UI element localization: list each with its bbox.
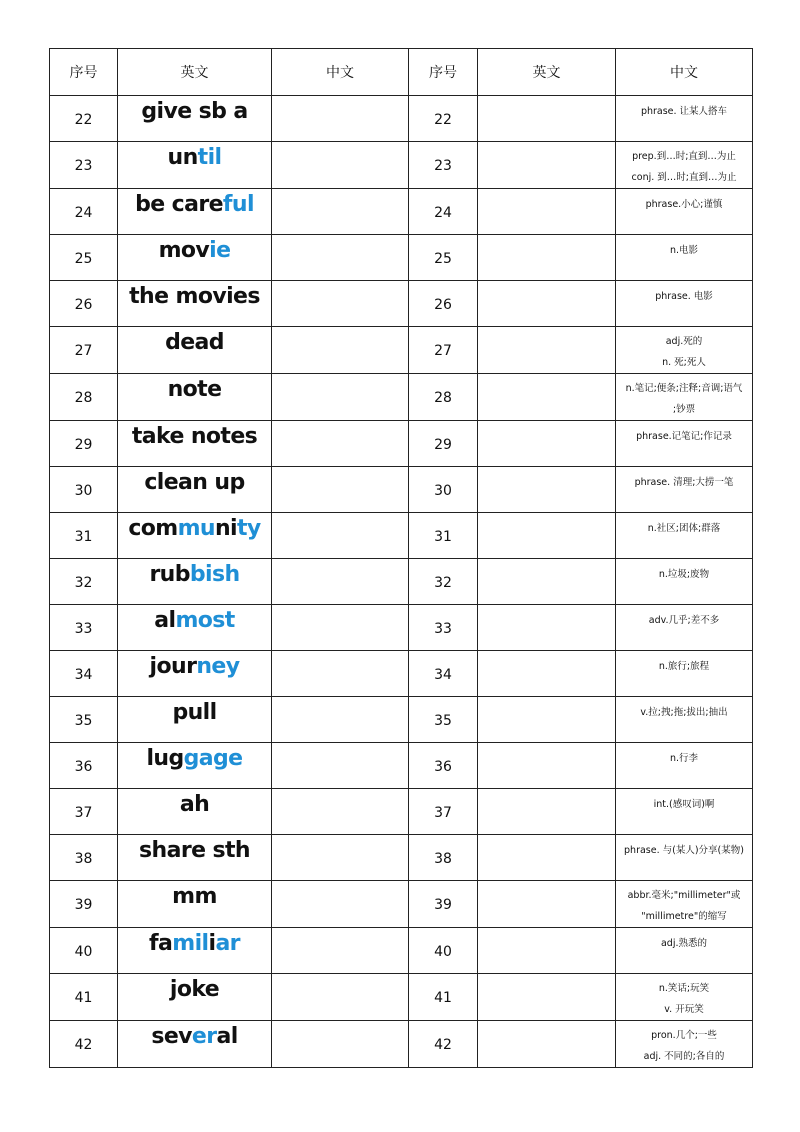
word-segment: ah <box>179 792 210 817</box>
english-answer-cell[interactable] <box>478 327 616 374</box>
word-segment: take notes <box>131 424 258 449</box>
meaning-line: n.行李 <box>669 753 699 764</box>
chinese-answer-cell[interactable] <box>272 605 409 651</box>
row-index-left: 22 <box>50 96 118 142</box>
row-index-right: 34 <box>409 651 478 697</box>
row-index-left: 29 <box>50 421 118 467</box>
word-segment: clean up <box>144 470 245 495</box>
chinese-meaning <box>616 421 753 467</box>
table-row <box>50 559 753 605</box>
meaning-line: phrase. 与(某人)分享(某物) <box>624 845 744 856</box>
english-word <box>118 513 272 559</box>
table-row <box>50 281 753 327</box>
word-segment: sev <box>151 1024 192 1049</box>
english-answer-cell[interactable] <box>478 928 616 974</box>
english-word <box>118 928 272 974</box>
english-word <box>118 467 272 513</box>
meaning-line: v.拉;拽;拖;拔出;抽出 <box>640 707 728 718</box>
row-index-left: 38 <box>50 835 118 881</box>
english-answer-cell[interactable] <box>478 881 616 928</box>
english-word <box>118 974 272 1021</box>
word-segment: note <box>167 377 222 402</box>
table-row <box>50 467 753 513</box>
chinese-answer-cell[interactable] <box>272 327 409 374</box>
word-highlight-segment: ie <box>209 238 231 263</box>
english-answer-cell[interactable] <box>478 281 616 327</box>
row-index-left: 35 <box>50 697 118 743</box>
word-segment: al <box>154 608 176 633</box>
row-index-left: 36 <box>50 743 118 789</box>
english-word <box>118 651 272 697</box>
chinese-meaning <box>616 881 753 928</box>
chinese-meaning <box>616 374 753 421</box>
word-highlight-segment: ney <box>196 654 240 679</box>
meaning-line: phrase.记笔记;作记录 <box>636 431 732 442</box>
word-segment: ni <box>214 516 237 541</box>
chinese-meaning <box>616 697 753 743</box>
meaning-line: v. 开玩笑 <box>664 1004 704 1015</box>
word-segment: fa <box>149 931 173 956</box>
chinese-meaning <box>616 974 753 1021</box>
meaning-line: adj. 不同的;各自的 <box>643 1051 725 1062</box>
chinese-meaning <box>616 835 753 881</box>
row-index-right: 31 <box>409 513 478 559</box>
header-index-right: 序号 <box>409 49 478 96</box>
chinese-answer-cell[interactable] <box>272 651 409 697</box>
meaning-line: n.社区;团体;群落 <box>647 523 721 534</box>
chinese-answer-cell[interactable] <box>272 189 409 235</box>
chinese-answer-cell[interactable] <box>272 142 409 189</box>
chinese-meaning <box>616 789 753 835</box>
row-index-right: 39 <box>409 881 478 928</box>
english-answer-cell[interactable] <box>478 96 616 142</box>
english-word <box>118 743 272 789</box>
table-row <box>50 697 753 743</box>
row-index-left: 34 <box>50 651 118 697</box>
row-index-left: 37 <box>50 789 118 835</box>
word-highlight-segment: gage <box>183 746 243 771</box>
english-word <box>118 605 272 651</box>
english-word <box>118 281 272 327</box>
table-row <box>50 421 753 467</box>
meaning-line: pron.几个;一些 <box>651 1030 717 1041</box>
chinese-meaning <box>616 189 753 235</box>
meaning-line: int.(感叹词)啊 <box>653 799 715 810</box>
meaning-line: phrase. 清理;大捞一笔 <box>634 477 734 488</box>
table-row <box>50 96 753 142</box>
english-answer-cell[interactable] <box>478 835 616 881</box>
table-row <box>50 743 753 789</box>
english-answer-cell[interactable] <box>478 513 616 559</box>
table-row <box>50 1021 753 1068</box>
row-index-left: 39 <box>50 881 118 928</box>
word-highlight-segment: ar <box>215 931 240 956</box>
chinese-answer-cell[interactable] <box>272 281 409 327</box>
word-segment: un <box>167 145 198 170</box>
table-row <box>50 513 753 559</box>
meaning-line: n.旅行;旅程 <box>658 661 710 672</box>
word-segment: the movies <box>129 284 260 309</box>
english-answer-cell[interactable] <box>478 374 616 421</box>
english-word <box>118 881 272 928</box>
english-answer-cell[interactable] <box>478 697 616 743</box>
row-index-right: 42 <box>409 1021 478 1068</box>
word-segment: joke <box>169 977 220 1002</box>
row-index-left: 31 <box>50 513 118 559</box>
english-word <box>118 235 272 281</box>
chinese-answer-cell[interactable] <box>272 835 409 881</box>
english-word <box>118 374 272 421</box>
meaning-line: n.笑话;玩笑 <box>658 983 710 994</box>
word-segment: share sth <box>139 838 250 863</box>
table-row <box>50 789 753 835</box>
meaning-line: abbr.毫米;"millimeter"或 <box>627 890 741 901</box>
chinese-meaning <box>616 467 753 513</box>
word-highlight-segment: most <box>175 608 235 633</box>
word-segment: mov <box>158 238 210 263</box>
english-answer-cell[interactable] <box>478 421 616 467</box>
chinese-answer-cell[interactable] <box>272 974 409 1021</box>
english-word <box>118 697 272 743</box>
english-answer-cell[interactable] <box>478 189 616 235</box>
table-body <box>50 96 753 1068</box>
row-index-right: 29 <box>409 421 478 467</box>
vocabulary-table <box>49 48 753 1068</box>
meaning-line: n.笔记;便条;注释;音调;语气 <box>625 383 743 394</box>
meaning-line: phrase. 让某人搭车 <box>640 106 728 117</box>
chinese-meaning <box>616 513 753 559</box>
meaning-line: conj. 到…时;直到…为止 <box>631 172 737 183</box>
table-row <box>50 974 753 1021</box>
english-answer-cell[interactable] <box>478 651 616 697</box>
row-index-left: 32 <box>50 559 118 605</box>
meaning-line: "millimetre"的缩写 <box>641 911 727 922</box>
chinese-meaning <box>616 142 753 189</box>
chinese-meaning <box>616 1021 753 1068</box>
meaning-line: ;钞票 <box>672 404 696 415</box>
row-index-right: 25 <box>409 235 478 281</box>
row-index-right: 24 <box>409 189 478 235</box>
word-highlight-segment: bish <box>189 562 240 587</box>
chinese-answer-cell[interactable] <box>272 881 409 928</box>
header-chinese-right: 中文 <box>616 49 753 96</box>
row-index-right: 30 <box>409 467 478 513</box>
row-index-left: 26 <box>50 281 118 327</box>
english-answer-cell[interactable] <box>478 142 616 189</box>
english-word <box>118 559 272 605</box>
row-index-right: 41 <box>409 974 478 1021</box>
row-index-right: 28 <box>409 374 478 421</box>
row-index-left: 27 <box>50 327 118 374</box>
chinese-answer-cell[interactable] <box>272 235 409 281</box>
table-row <box>50 142 753 189</box>
english-answer-cell[interactable] <box>478 235 616 281</box>
word-segment: pull <box>172 700 217 725</box>
table-row <box>50 835 753 881</box>
word-highlight-segment: er <box>191 1024 217 1049</box>
english-word <box>118 189 272 235</box>
word-segment: mm <box>172 884 217 909</box>
row-index-right: 32 <box>409 559 478 605</box>
table-row <box>50 605 753 651</box>
row-index-left: 33 <box>50 605 118 651</box>
english-answer-cell[interactable] <box>478 1021 616 1068</box>
chinese-answer-cell[interactable] <box>272 559 409 605</box>
meaning-line: n.电影 <box>669 245 699 256</box>
row-index-left: 25 <box>50 235 118 281</box>
chinese-answer-cell[interactable] <box>272 96 409 142</box>
chinese-answer-cell[interactable] <box>272 374 409 421</box>
header-english-left: 英文 <box>118 49 272 96</box>
chinese-meaning <box>616 235 753 281</box>
chinese-meaning <box>616 928 753 974</box>
row-index-left: 23 <box>50 142 118 189</box>
word-highlight-segment: til <box>197 145 222 170</box>
word-highlight-segment: ty <box>237 516 261 541</box>
header-english-right: 英文 <box>478 49 616 96</box>
chinese-meaning <box>616 605 753 651</box>
header-row <box>50 49 753 96</box>
chinese-meaning <box>616 559 753 605</box>
chinese-answer-cell[interactable] <box>272 789 409 835</box>
chinese-meaning <box>616 327 753 374</box>
english-answer-cell[interactable] <box>478 559 616 605</box>
word-segment: be care <box>135 192 223 217</box>
word-segment: give sb a <box>141 99 248 124</box>
word-segment: dead <box>165 330 224 355</box>
table-row <box>50 327 753 374</box>
meaning-line: n. 死;死人 <box>662 357 706 368</box>
chinese-answer-cell[interactable] <box>272 467 409 513</box>
english-answer-cell[interactable] <box>478 974 616 1021</box>
word-highlight-segment: mu <box>177 516 215 541</box>
english-word <box>118 96 272 142</box>
row-index-right: 27 <box>409 327 478 374</box>
chinese-answer-cell[interactable] <box>272 513 409 559</box>
header-index-left: 序号 <box>50 49 118 96</box>
row-index-left: 28 <box>50 374 118 421</box>
row-index-right: 23 <box>409 142 478 189</box>
english-word <box>118 327 272 374</box>
meaning-line: adj.熟悉的 <box>660 938 707 949</box>
header-chinese-left: 中文 <box>272 49 409 96</box>
chinese-answer-cell[interactable] <box>272 743 409 789</box>
meaning-line: n.垃圾;废物 <box>658 569 710 580</box>
chinese-meaning <box>616 743 753 789</box>
chinese-answer-cell[interactable] <box>272 421 409 467</box>
english-answer-cell[interactable] <box>478 605 616 651</box>
chinese-meaning <box>616 96 753 142</box>
english-word <box>118 835 272 881</box>
row-index-right: 35 <box>409 697 478 743</box>
english-answer-cell[interactable] <box>478 789 616 835</box>
english-word <box>118 1021 272 1068</box>
chinese-answer-cell[interactable] <box>272 1021 409 1068</box>
row-index-right: 37 <box>409 789 478 835</box>
english-word <box>118 421 272 467</box>
row-index-left: 41 <box>50 974 118 1021</box>
word-segment: jour <box>149 654 197 679</box>
meaning-line: adv.几乎;差不多 <box>648 615 720 626</box>
word-segment: com <box>128 516 178 541</box>
row-index-right: 33 <box>409 605 478 651</box>
table-row <box>50 189 753 235</box>
meaning-line: phrase. 电影 <box>655 291 713 302</box>
table-row <box>50 374 753 421</box>
row-index-left: 40 <box>50 928 118 974</box>
chinese-answer-cell[interactable] <box>272 697 409 743</box>
row-index-right: 38 <box>409 835 478 881</box>
word-segment: lug <box>146 746 184 771</box>
chinese-meaning <box>616 651 753 697</box>
word-segment: rub <box>149 562 190 587</box>
word-segment: i <box>208 931 216 956</box>
row-index-left: 30 <box>50 467 118 513</box>
word-highlight-segment: mil <box>172 931 209 956</box>
word-highlight-segment: ful <box>222 192 254 217</box>
table-row <box>50 651 753 697</box>
row-index-right: 40 <box>409 928 478 974</box>
row-index-right: 26 <box>409 281 478 327</box>
row-index-left: 24 <box>50 189 118 235</box>
row-index-right: 22 <box>409 96 478 142</box>
chinese-meaning <box>616 281 753 327</box>
english-answer-cell[interactable] <box>478 743 616 789</box>
english-answer-cell[interactable] <box>478 467 616 513</box>
table-row <box>50 881 753 928</box>
meaning-line: prep.到…时;直到…为止 <box>632 151 736 162</box>
meaning-line: phrase.小心;谨慎 <box>645 199 723 210</box>
word-segment: al <box>216 1024 238 1049</box>
english-word <box>118 789 272 835</box>
row-index-right: 36 <box>409 743 478 789</box>
chinese-answer-cell[interactable] <box>272 928 409 974</box>
table-row <box>50 235 753 281</box>
meaning-line: adj.死的 <box>665 336 703 347</box>
row-index-left: 42 <box>50 1021 118 1068</box>
table-row <box>50 928 753 974</box>
english-word <box>118 142 272 189</box>
